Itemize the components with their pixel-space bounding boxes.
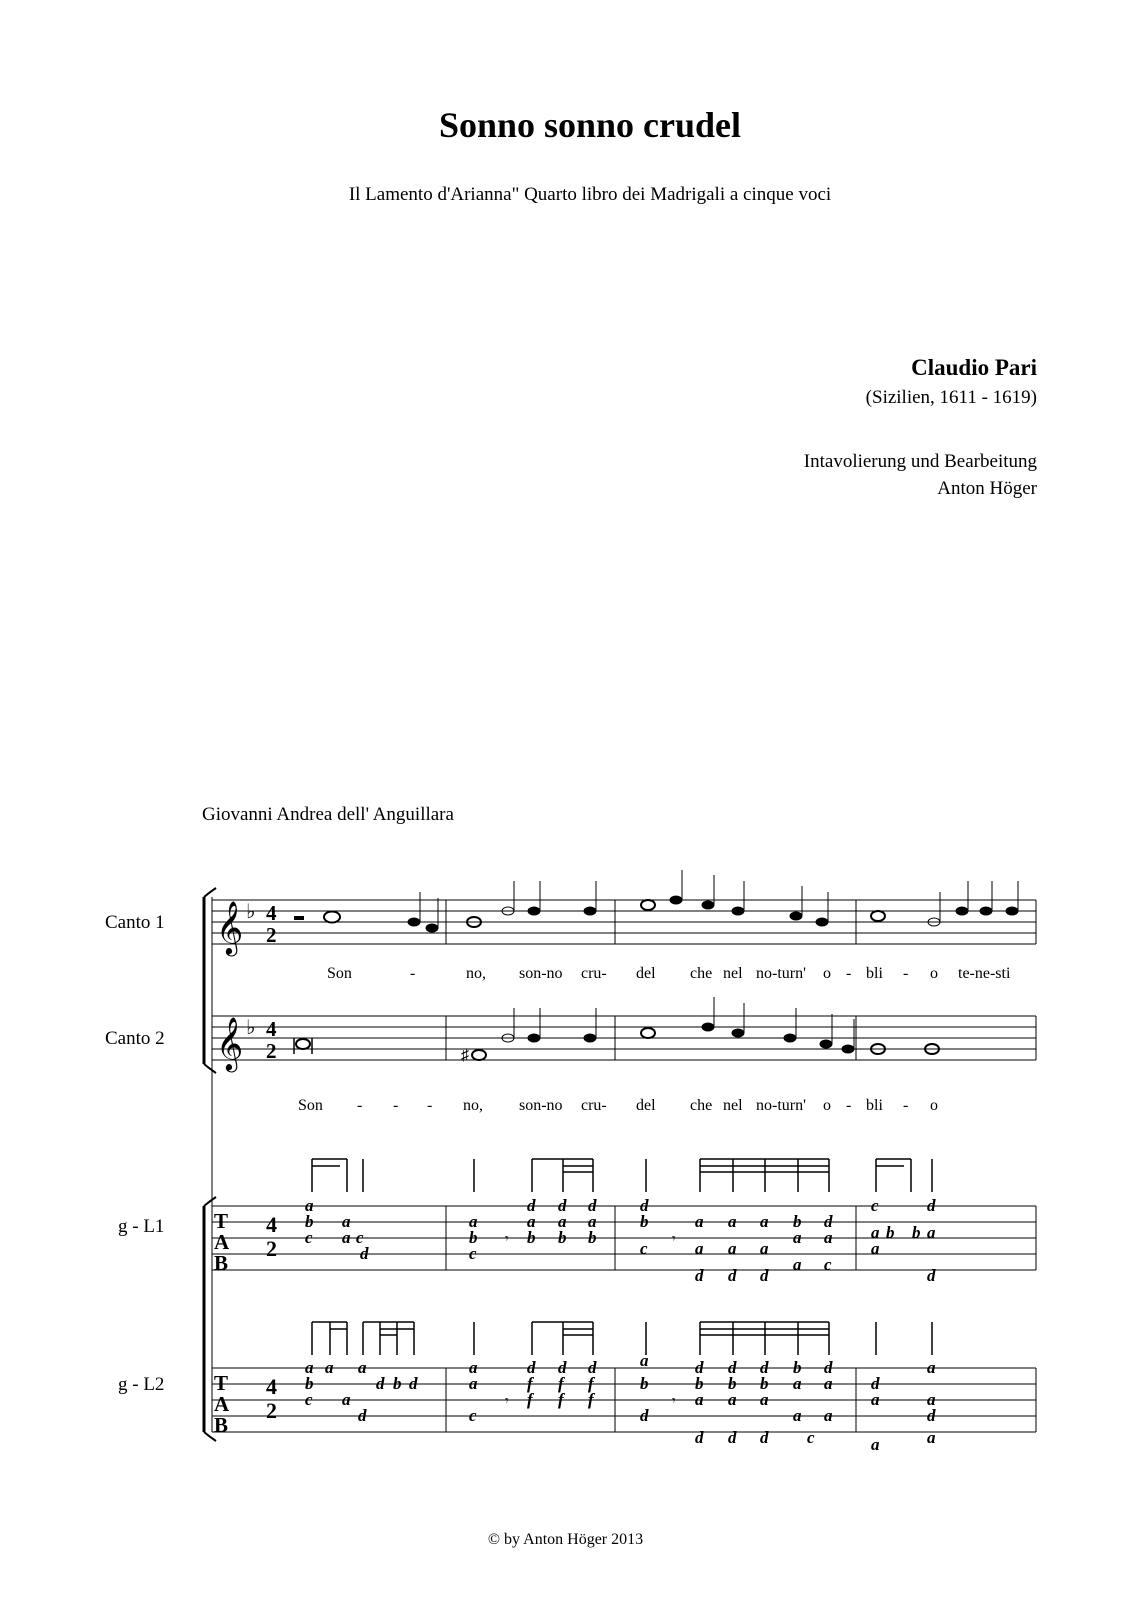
tab-letters-lute1: [305, 1196, 936, 1285]
lyric: -: [357, 1097, 363, 1114]
treble-clef-icon: 𝄞: [216, 902, 244, 953]
arranger-line-1: Intavolierung und Bearbeitung: [803, 451, 1037, 472]
rest-icon: 𝄾: [505, 1394, 509, 1409]
tab-letter: b: [558, 1228, 567, 1247]
tab-letter: d: [695, 1266, 704, 1285]
lyric: -: [846, 965, 852, 982]
staff-name-canto1: Canto 1: [105, 912, 165, 933]
tab-letter: a: [695, 1390, 704, 1409]
tab-letter: b: [695, 1374, 704, 1393]
rest-icon: 𝄾: [672, 1394, 676, 1409]
tab-letter: a: [325, 1358, 334, 1377]
tab-letter: d: [360, 1244, 369, 1263]
lyric: -: [903, 1097, 909, 1114]
poet: Giovanni Andrea dell' Anguillara: [202, 804, 454, 825]
time-sig-bottom: 2: [266, 923, 277, 947]
rhythm-flags-lute1: [312, 1159, 932, 1192]
staff-name-lute2: g - L2: [118, 1374, 165, 1395]
time-sig-top: 4: [266, 1374, 277, 1399]
lyric: nel: [723, 965, 743, 982]
notes-canto1: [294, 870, 1018, 932]
tab-letter: a: [305, 1196, 314, 1215]
tab-letter: a: [695, 1239, 704, 1258]
tab-letter: d: [760, 1358, 769, 1377]
tab-letter: b: [305, 1374, 314, 1393]
tab-letter: a: [793, 1255, 802, 1274]
tab-letter: d: [640, 1196, 649, 1215]
tab-letter: a: [469, 1212, 478, 1231]
staff-canto2: [212, 1016, 1036, 1060]
tab-letter: b: [588, 1228, 597, 1247]
lyric: o: [930, 1097, 938, 1114]
tab-letter: b: [640, 1374, 649, 1393]
tab-letter: f: [588, 1374, 594, 1393]
lyric: del: [636, 1097, 656, 1114]
tab-letter: a: [558, 1212, 567, 1231]
tab-letter: a: [342, 1212, 351, 1231]
tab-letter: f: [527, 1374, 533, 1393]
tab-letter: f: [588, 1390, 594, 1409]
lyric: o: [930, 965, 938, 982]
tab-clef-a: A: [214, 1230, 230, 1254]
tab-letter: d: [588, 1358, 597, 1377]
tab-letter: b: [527, 1228, 536, 1247]
lyric: Son: [327, 965, 352, 982]
tab-letter: a: [927, 1358, 936, 1377]
time-sig-top: 4: [266, 901, 277, 925]
tab-letter: d: [695, 1358, 704, 1377]
lyrics-canto2: [298, 1097, 938, 1114]
tab-letter: a: [760, 1239, 769, 1258]
tab-letter: a: [927, 1223, 936, 1242]
tab-letter: d: [527, 1196, 536, 1215]
tab-letters-lute2: [305, 1351, 936, 1454]
subtitle: Il Lamento d'Arianna" Quarto libro dei Madrigali a cinque voci: [348, 184, 832, 205]
arranger-line-2: Anton Höger: [937, 478, 1037, 499]
tab-letter: a: [793, 1228, 802, 1247]
time-sig-bottom: 2: [266, 1398, 277, 1423]
tab-letter: a: [695, 1212, 704, 1231]
tab-letter: c: [305, 1228, 313, 1247]
rest-icon: 𝄾: [505, 1232, 509, 1247]
time-sig-bottom: 2: [266, 1236, 277, 1261]
tab-letter: a: [760, 1390, 769, 1409]
tab-letter: a: [640, 1351, 649, 1370]
lyric: che: [690, 1097, 713, 1114]
rhythm-flags-lute2: [312, 1322, 932, 1355]
notes-canto2: [294, 997, 939, 1064]
lyric: -: [393, 1097, 399, 1114]
lyric: cru-: [581, 1097, 607, 1114]
lyric: no,: [466, 965, 486, 982]
tab-letter: d: [695, 1428, 704, 1447]
tab-letter: d: [558, 1196, 567, 1215]
lyric: -: [427, 1097, 433, 1114]
staff-name-canto2: Canto 2: [105, 1028, 165, 1049]
tab-staff-lute2: [212, 1368, 1036, 1432]
lyric: son-no: [519, 1097, 563, 1114]
lyric: o: [823, 1097, 831, 1114]
tab-letter: a: [871, 1390, 880, 1409]
flat-icon: ♭: [246, 1017, 256, 1039]
time-sig-bottom: 2: [266, 1039, 277, 1063]
lyric: bli: [866, 1097, 883, 1114]
tab-letter: d: [728, 1428, 737, 1447]
tab-letter: a: [469, 1374, 478, 1393]
time-sig-top: 4: [266, 1212, 277, 1237]
lyric: nel: [723, 1097, 743, 1114]
tab-letter: d: [527, 1358, 536, 1377]
tab-letter: c: [871, 1196, 879, 1215]
tab-clef-b: B: [214, 1251, 229, 1275]
tab-letter: a: [871, 1239, 880, 1258]
tab-letter: a: [871, 1435, 880, 1454]
tab-letter: d: [409, 1374, 418, 1393]
tab-letter: d: [640, 1406, 649, 1425]
lyric: che: [690, 965, 713, 982]
tab-letter: d: [824, 1358, 833, 1377]
tab-letter: d: [871, 1374, 880, 1393]
tab-letter: a: [927, 1428, 936, 1447]
tab-letter: c: [469, 1244, 477, 1263]
tab-letter: d: [824, 1212, 833, 1231]
svg-text:♯: ♯: [461, 1047, 469, 1064]
lyric: son-no: [519, 965, 563, 982]
tab-letter: a: [927, 1390, 936, 1409]
tab-letter: d: [927, 1266, 936, 1285]
tab-letter: a: [824, 1228, 833, 1247]
flat-icon: ♭: [246, 901, 256, 923]
tab-letter: d: [927, 1406, 936, 1425]
staff-name-lute1: g - L1: [118, 1216, 165, 1237]
tab-letter: d: [927, 1196, 936, 1215]
tab-letter: a: [342, 1228, 351, 1247]
tab-letter: a: [469, 1358, 478, 1377]
lyric: bli: [866, 965, 883, 982]
tab-letter: a: [871, 1223, 880, 1242]
tab-letter: f: [558, 1390, 564, 1409]
time-sig-top: 4: [266, 1017, 277, 1041]
tab-letter: f: [527, 1390, 533, 1409]
tab-letter: d: [376, 1374, 385, 1393]
tab-letter: f: [558, 1374, 564, 1393]
tab-letter: d: [558, 1358, 567, 1377]
tab-letter: b: [640, 1212, 649, 1231]
tab-letter: d: [358, 1406, 367, 1425]
tab-letter: a: [342, 1390, 351, 1409]
treble-clef-icon: 𝄞: [216, 1018, 244, 1069]
tab-letter: a: [793, 1406, 802, 1425]
rest-icon: 𝄾: [672, 1232, 676, 1247]
tab-letter: b: [728, 1374, 737, 1393]
tab-clef-b: B: [214, 1413, 229, 1437]
tab-letter: b: [886, 1223, 895, 1242]
tab-letter: d: [760, 1266, 769, 1285]
composer: Claudio Pari: [911, 355, 1037, 380]
lyric: no-turn': [756, 965, 806, 982]
lyric: del: [636, 965, 656, 982]
tab-letter: a: [358, 1358, 367, 1377]
tab-letter: a: [824, 1374, 833, 1393]
tab-letter: b: [305, 1212, 314, 1231]
tab-letter: b: [912, 1223, 921, 1242]
tab-clef-a: A: [214, 1392, 230, 1416]
tab-letter: d: [588, 1196, 597, 1215]
tab-letter: c: [356, 1228, 364, 1247]
tab-letter: a: [793, 1374, 802, 1393]
tab-letter: c: [640, 1239, 648, 1258]
tab-letter: a: [728, 1212, 737, 1231]
tab-clef-t: T: [214, 1209, 229, 1233]
lyric: Son: [298, 1097, 323, 1114]
tab-letter: a: [728, 1390, 737, 1409]
tab-letter: b: [760, 1374, 769, 1393]
tab-letter: a: [527, 1212, 536, 1231]
lyric: -: [903, 965, 909, 982]
tab-letter: d: [728, 1358, 737, 1377]
lyric: cru-: [581, 965, 607, 982]
tab-letter: a: [728, 1239, 737, 1258]
tab-letter: b: [469, 1228, 478, 1247]
tab-letter: c: [807, 1428, 815, 1447]
lyrics-canto1: [327, 965, 1011, 982]
tab-letter: b: [793, 1212, 802, 1231]
lyric: -: [410, 965, 416, 982]
lyric: te-ne-sti: [958, 965, 1011, 982]
tab-letter: a: [305, 1358, 314, 1377]
lyric: -: [846, 1097, 852, 1114]
tab-letter: a: [588, 1212, 597, 1231]
system-bracket: [204, 888, 216, 1441]
tab-letter: b: [793, 1358, 802, 1377]
tab-letter: c: [305, 1390, 313, 1409]
lyric: no,: [463, 1097, 483, 1114]
copyright: © by Anton Höger 2013: [487, 1531, 644, 1548]
tab-letter: a: [824, 1406, 833, 1425]
lyric: no-turn': [756, 1097, 806, 1114]
tab-letter: d: [728, 1266, 737, 1285]
tab-letter: d: [760, 1428, 769, 1447]
tab-letter: b: [393, 1374, 402, 1393]
tab-letter: c: [824, 1255, 832, 1274]
tab-clef-t: T: [214, 1371, 229, 1395]
composer-dates: (Sizilien, 1611 - 1619): [865, 387, 1037, 408]
page-title: Sonno sonno crudel: [438, 105, 742, 145]
tab-letter: c: [469, 1406, 477, 1425]
lyric: o: [823, 965, 831, 982]
tab-letter: a: [760, 1212, 769, 1231]
